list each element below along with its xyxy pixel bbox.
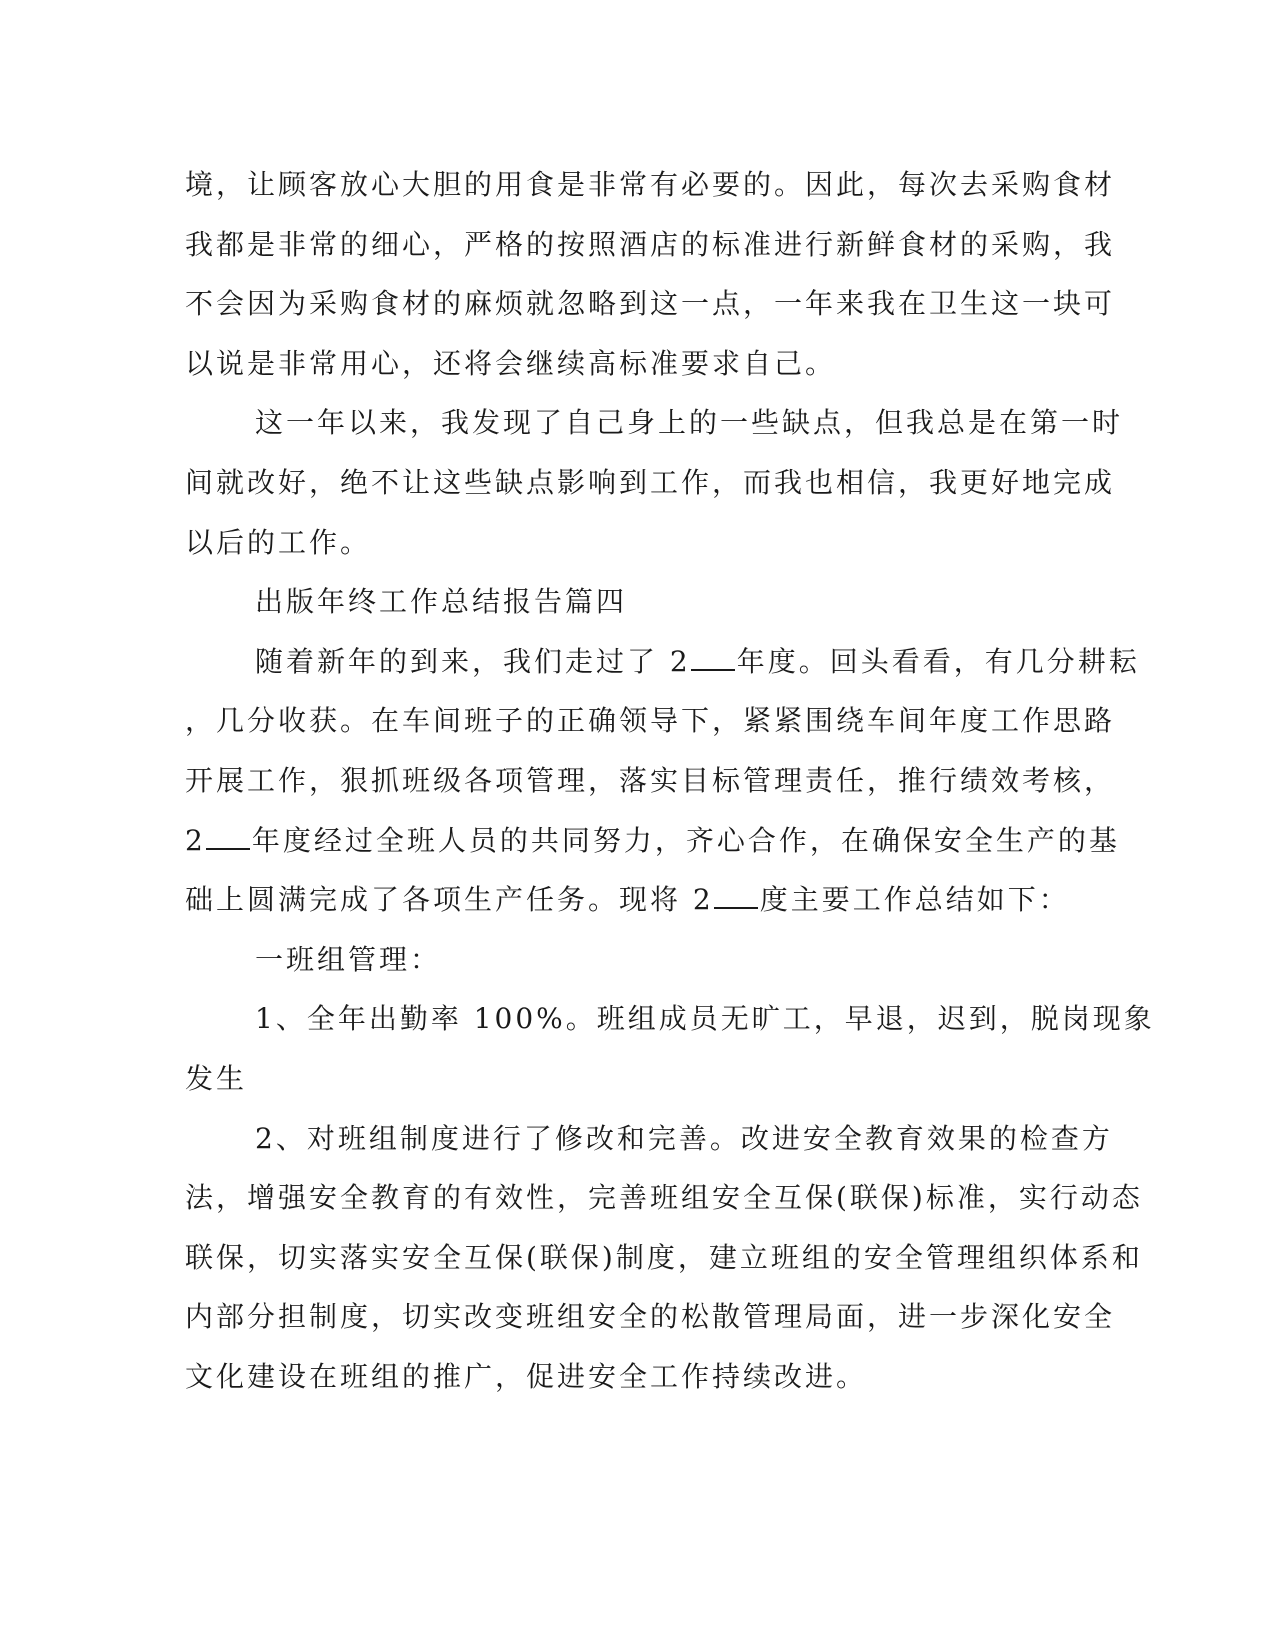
section-heading: 一班组管理：	[255, 942, 442, 976]
fill-in-blank	[206, 824, 250, 850]
text-line: 以后的工作。	[185, 525, 372, 559]
text-line: ，几分收获。在车间班子的正确领导下，紧紧围绕车间年度工作思路	[185, 704, 1116, 738]
text-segment: 础上圆满完成了各项生产任务。现将 2	[185, 883, 714, 917]
text-segment: 年度。回头看看，有几分耕耘	[736, 644, 1140, 678]
text-line: 发生	[185, 1061, 248, 1095]
text-line: 我都是非常的细心，严格的按照酒店的标准进行新鲜食材的采购，我	[185, 227, 1116, 261]
text-segment: 年度经过全班人员的共同努力，齐心合作，在确保安全生产的基	[251, 823, 1120, 857]
text-line: 境，让顾客放心大胆的用食是非常有必要的。因此，每次去采购食材	[185, 168, 1116, 201]
text-line: 内部分担制度，切实改变班组安全的松散管理局面，进一步深化安全	[185, 1300, 1116, 1334]
fill-in-blank	[691, 645, 735, 671]
document-body	[185, 165, 1155, 1416]
text-line: 间就改好，绝不让这些缺点影响到工作，而我也相信，我更好地完成	[185, 465, 1116, 499]
text-line: 2、对班组制度进行了修改和完善。改进安全教育效果的检查方	[255, 1121, 1113, 1155]
text-segment: 随着新年的到来，我们走过了 2	[255, 644, 691, 678]
text-line: 开展工作，狠抓班级各项管理，落实目标管理责任，推行绩效考核，	[185, 763, 1116, 797]
text-line: 1、全年出勤率 100%。班组成员无旷工，早退，迟到，脱岗现象	[255, 1002, 1155, 1036]
text-line: 这一年以来，我发现了自己身上的一些缺点，但我总是在第一时	[255, 406, 1124, 440]
fill-in-blank	[714, 883, 758, 909]
section-heading: 出版年终工作总结报告篇四	[255, 585, 628, 619]
text-line	[185, 821, 1120, 881]
text-line: 不会因为采购食材的麻烦就忽略到这一点，一年来我在卫生这一块可	[185, 287, 1116, 321]
text-line: 法，增强安全教育的有效性，完善班组安全互保(联保)标准，实行动态	[185, 1181, 1143, 1215]
text-segment: 度主要工作总结如下：	[759, 883, 1070, 917]
text-line: 以说是非常用心，还将会继续高标准要求自己。	[185, 346, 837, 380]
text-line	[185, 880, 1075, 940]
text-line: 文化建设在班组的推广，促进安全工作持续改进。	[185, 1359, 868, 1393]
text-segment: 2	[185, 823, 206, 857]
text-line: 联保，切实落实安全互保(联保)制度，建立班组的安全管理组织体系和	[185, 1240, 1143, 1274]
text-line	[185, 642, 1140, 702]
